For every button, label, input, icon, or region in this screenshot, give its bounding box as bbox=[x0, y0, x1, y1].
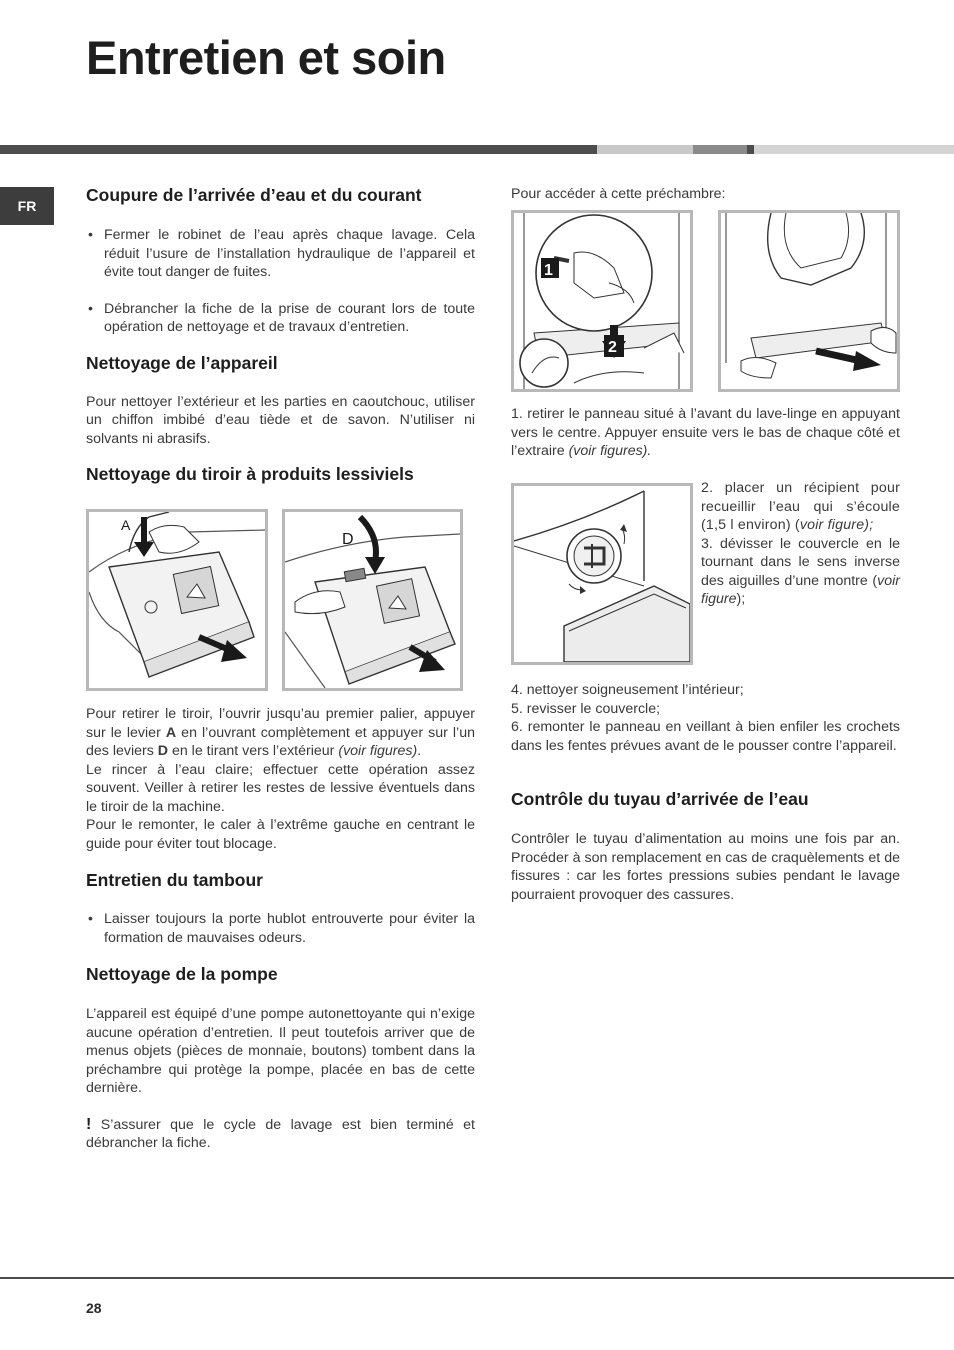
section-heading-appliance-cleaning: Nettoyage de l’appareil bbox=[86, 352, 278, 373]
pump-steps-side bbox=[701, 479, 900, 609]
right-column bbox=[511, 185, 900, 204]
header-bar-dark-notch bbox=[747, 145, 754, 154]
drum-care-list bbox=[86, 910, 475, 947]
step-2-text bbox=[701, 479, 900, 535]
header-bar-mid-segment bbox=[693, 145, 747, 154]
pump-cleaning-text: L’appareil est équipé d’une pompe autonettoyante qui n’exige aucune opération d’entretien. Il peut toutefois arriver que de menus objets (pièces de monnaie, boutons) tombent dans la préchambre qui protège la pompe, placée en bas de cette dernière. bbox=[86, 1006, 475, 1096]
step-6-text: 6. remonter le panneau en veillant à bien enfiler les crochets dans les fentes prévues avant de le pousser contre l’appareil. bbox=[511, 719, 900, 754]
see-figure-ref: voir figure); bbox=[799, 517, 874, 533]
step-1-part: 1. retirer le panneau situé à l’avant du lave-linge en appuyant vers le centre. Appuyer ensuite vers le bas de chaque côté et l’extraire bbox=[511, 406, 900, 459]
step-3-part: 3. dévisser le couvercle en le tournant dans le sens inverse des aiguilles d’une montre ( bbox=[701, 535, 900, 589]
see-figures-ref: (voir figures). bbox=[568, 443, 652, 459]
list-item: • Fermer le robinet de l’eau après chaque lavage. Cela réduit l’usure de l’installation hydraulique de l’appareil et évite tout danger de fuites. bbox=[86, 226, 475, 282]
step-1-text bbox=[511, 405, 900, 461]
panel-removal-step bbox=[511, 405, 900, 461]
pump-steps-lower bbox=[511, 681, 900, 904]
page-number: 28 bbox=[86, 1300, 102, 1316]
drawer-text-part: . bbox=[417, 743, 422, 759]
warning-text: S’assurer que le cycle de lavage est bien terminé et débrancher la fiche. bbox=[86, 1116, 475, 1151]
figure-panel-removal-2 bbox=[718, 210, 900, 392]
figure-number-1: 1 bbox=[544, 262, 553, 279]
list-item: • Débrancher la fiche de la prise de courant lors de toute opération de nettoyage et de travaux d’entretien. bbox=[86, 300, 475, 337]
drawer-removal-text bbox=[86, 705, 475, 761]
page-title: Entretien et soin bbox=[86, 31, 446, 84]
list-item: • Laisser toujours la porte hublot entrouverte pour éviter la formation de mauvaises odeurs. bbox=[86, 910, 475, 947]
drawer-illustration-a bbox=[89, 512, 265, 688]
left-column-lower bbox=[86, 705, 475, 1153]
step-3-text bbox=[701, 535, 900, 609]
figure-drawer-lever-d bbox=[282, 509, 463, 691]
section-heading-pump-cleaning: Nettoyage de la pompe bbox=[86, 964, 278, 984]
figure-number-2: 2 bbox=[608, 339, 617, 356]
lever-a-ref: A bbox=[165, 724, 177, 741]
drawer-refit-text: Pour le remonter, le caler à l’extrême gauche en centrant le guide pour éviter tout blocage. bbox=[86, 817, 475, 852]
panel-removal-illustration-2 bbox=[721, 213, 897, 389]
figure-pump-cover bbox=[511, 483, 693, 665]
figure-panel-removal-1 bbox=[511, 210, 693, 392]
panel-removal-illustration-1 bbox=[514, 213, 690, 389]
step-3-part: ); bbox=[736, 591, 746, 607]
warning-icon: ! bbox=[86, 1115, 92, 1133]
see-figure-ref: voir figure bbox=[701, 572, 900, 607]
step-5-text: 5. revisser le couvercle; bbox=[511, 700, 661, 717]
water-power-list bbox=[86, 226, 475, 337]
drawer-text-part: en l’ouvrant complètement et appuyer sur l’un des leviers bbox=[86, 724, 475, 759]
header-bar-dark-segment bbox=[0, 145, 597, 154]
step-2-part: 2. placer un récipient pour recueillir l’eau qui s’écoule (1,5 l environ) ( bbox=[701, 480, 900, 533]
inlet-hose-text: Contrôler le tuyau d’alimentation au moins une fois par an. Procéder à son remplacement en cas de craquèlements et de fissures : car les fortes pressions subies pendant le lavage pourraient provoquer des cassures. bbox=[511, 831, 900, 903]
lever-d-ref: D bbox=[157, 743, 169, 759]
figure-label-d: D bbox=[342, 531, 354, 548]
footer-rule bbox=[0, 1277, 954, 1279]
drawer-text-part: Pour retirer le tiroir, l’ouvrir jusqu’au premier palier, appuyer sur le levier bbox=[86, 706, 475, 741]
pump-warning bbox=[86, 1116, 475, 1153]
section-heading-drum-care: Entretien du tambour bbox=[86, 870, 263, 890]
appliance-cleaning-text: Pour nettoyer l’extérieur et les parties en caoutchouc, utiliser un chiffon imbibé d’eau tiède et de savon. N’utiliser ni solvants ni abrasifs. bbox=[86, 393, 475, 447]
drawer-illustration-d bbox=[285, 512, 460, 688]
drawer-rinse-text: Le rincer à l’eau claire; effectuer cette opération assez souvent. Veiller à retirer les restes de lessive éventuels dans le tiroir de la machine. bbox=[86, 761, 475, 815]
drawer-text-part: en le tirant vers l’extérieur bbox=[168, 743, 339, 759]
section-heading-water-power: Coupure de l’arrivée d’eau et du courant bbox=[86, 185, 422, 205]
header-bar-light-segment bbox=[597, 145, 693, 154]
prechamber-intro: Pour accéder à cette préchambre: bbox=[511, 186, 726, 202]
figure-drawer-lever-a bbox=[86, 509, 268, 691]
language-tab: FR bbox=[0, 187, 54, 225]
section-heading-inlet-hose: Contrôle du tuyau d’arrivée de l’eau bbox=[511, 789, 809, 809]
pump-cover-illustration bbox=[514, 486, 690, 662]
figure-label-a: A bbox=[121, 517, 131, 533]
see-figures-ref: (voir figures) bbox=[338, 743, 418, 759]
left-column bbox=[86, 185, 475, 485]
step-4-text: 4. nettoyer soigneusement l’intérieur; bbox=[511, 682, 744, 698]
section-heading-detergent-drawer: Nettoyage du tiroir à produits lessiviels bbox=[86, 464, 414, 484]
header-bar-end-segment bbox=[754, 145, 954, 154]
